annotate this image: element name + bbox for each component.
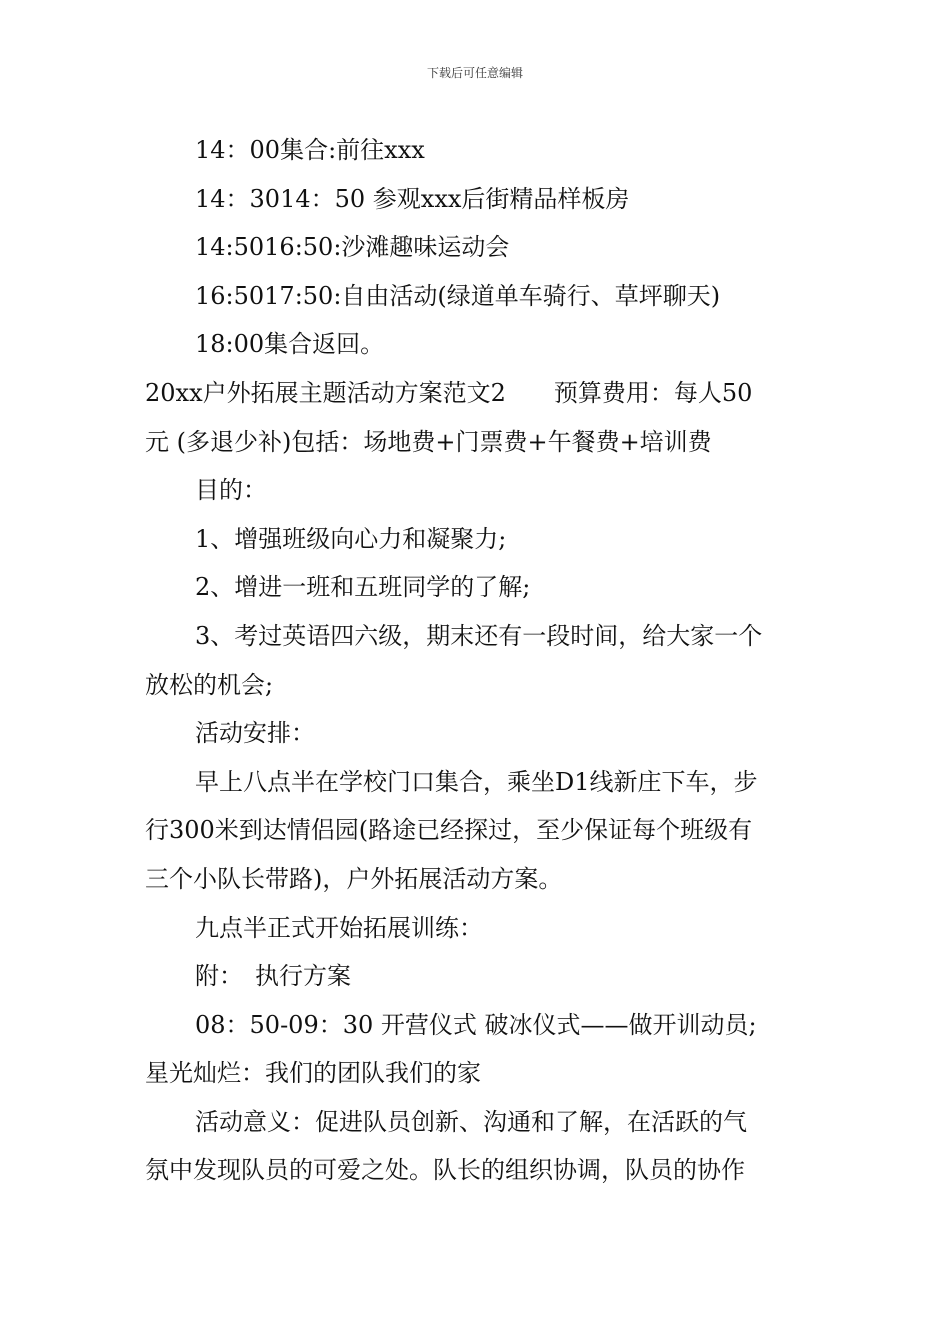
body-line: 14:5016:50:沙滩趣味运动会 [195,233,510,262]
body-line: 08：50-09：30 开营仪式 破冰仪式——做开训动员; [195,1010,757,1039]
body-line: 三个小队长带路)，户外拓展活动方案。 [145,864,563,893]
body-line: 元 (多退少补)包括：场地费+门票费+午餐费+培训费 [145,427,712,456]
body-line: 2、增进一班和五班同学的了解; [195,573,531,602]
body-line: 16:5017:50:自由活动(绿道单车骑行、草坪聊天) [195,281,721,310]
body-line: 14：3014：50 参观xxx后街精品样板房 [195,184,630,213]
body-line: 早上八点半在学校门口集合，乘坐D1线新庄下车，步 [195,767,758,796]
body-line: 20xx户外拓展主题活动方案范文2 预算费用：每人50 [145,378,753,407]
body-line: 星光灿烂：我们的团队我们的家 [145,1059,481,1088]
document-body [145,126,807,1195]
body-line: 1、增强班级向心力和凝聚力; [195,524,507,553]
body-line: 氛中发现队员的可爱之处。队长的组织协调，队员的协作 [145,1156,745,1185]
body-line: 18:00集合返回。 [195,330,385,359]
body-line: 附： 执行方案 [195,962,351,991]
body-line: 目的： [195,476,267,505]
body-line: 九点半正式开始拓展训练： [195,913,483,942]
body-line: 活动意义：促进队员创新、沟通和了解，在活跃的气 [195,1107,747,1136]
body-line: 放松的机会; [145,670,274,699]
body-line: 3、考过英语四六级，期末还有一段时间，给大家一个 [195,621,763,650]
page-header: 下载后可任意编辑 [426,66,523,80]
body-line: 行300米到达情侣园(路途已经探过，至少保证每个班级有 [145,816,753,845]
body-line: 14：00集合:前往xxx [195,136,425,164]
body-line: 活动安排： [195,719,315,748]
